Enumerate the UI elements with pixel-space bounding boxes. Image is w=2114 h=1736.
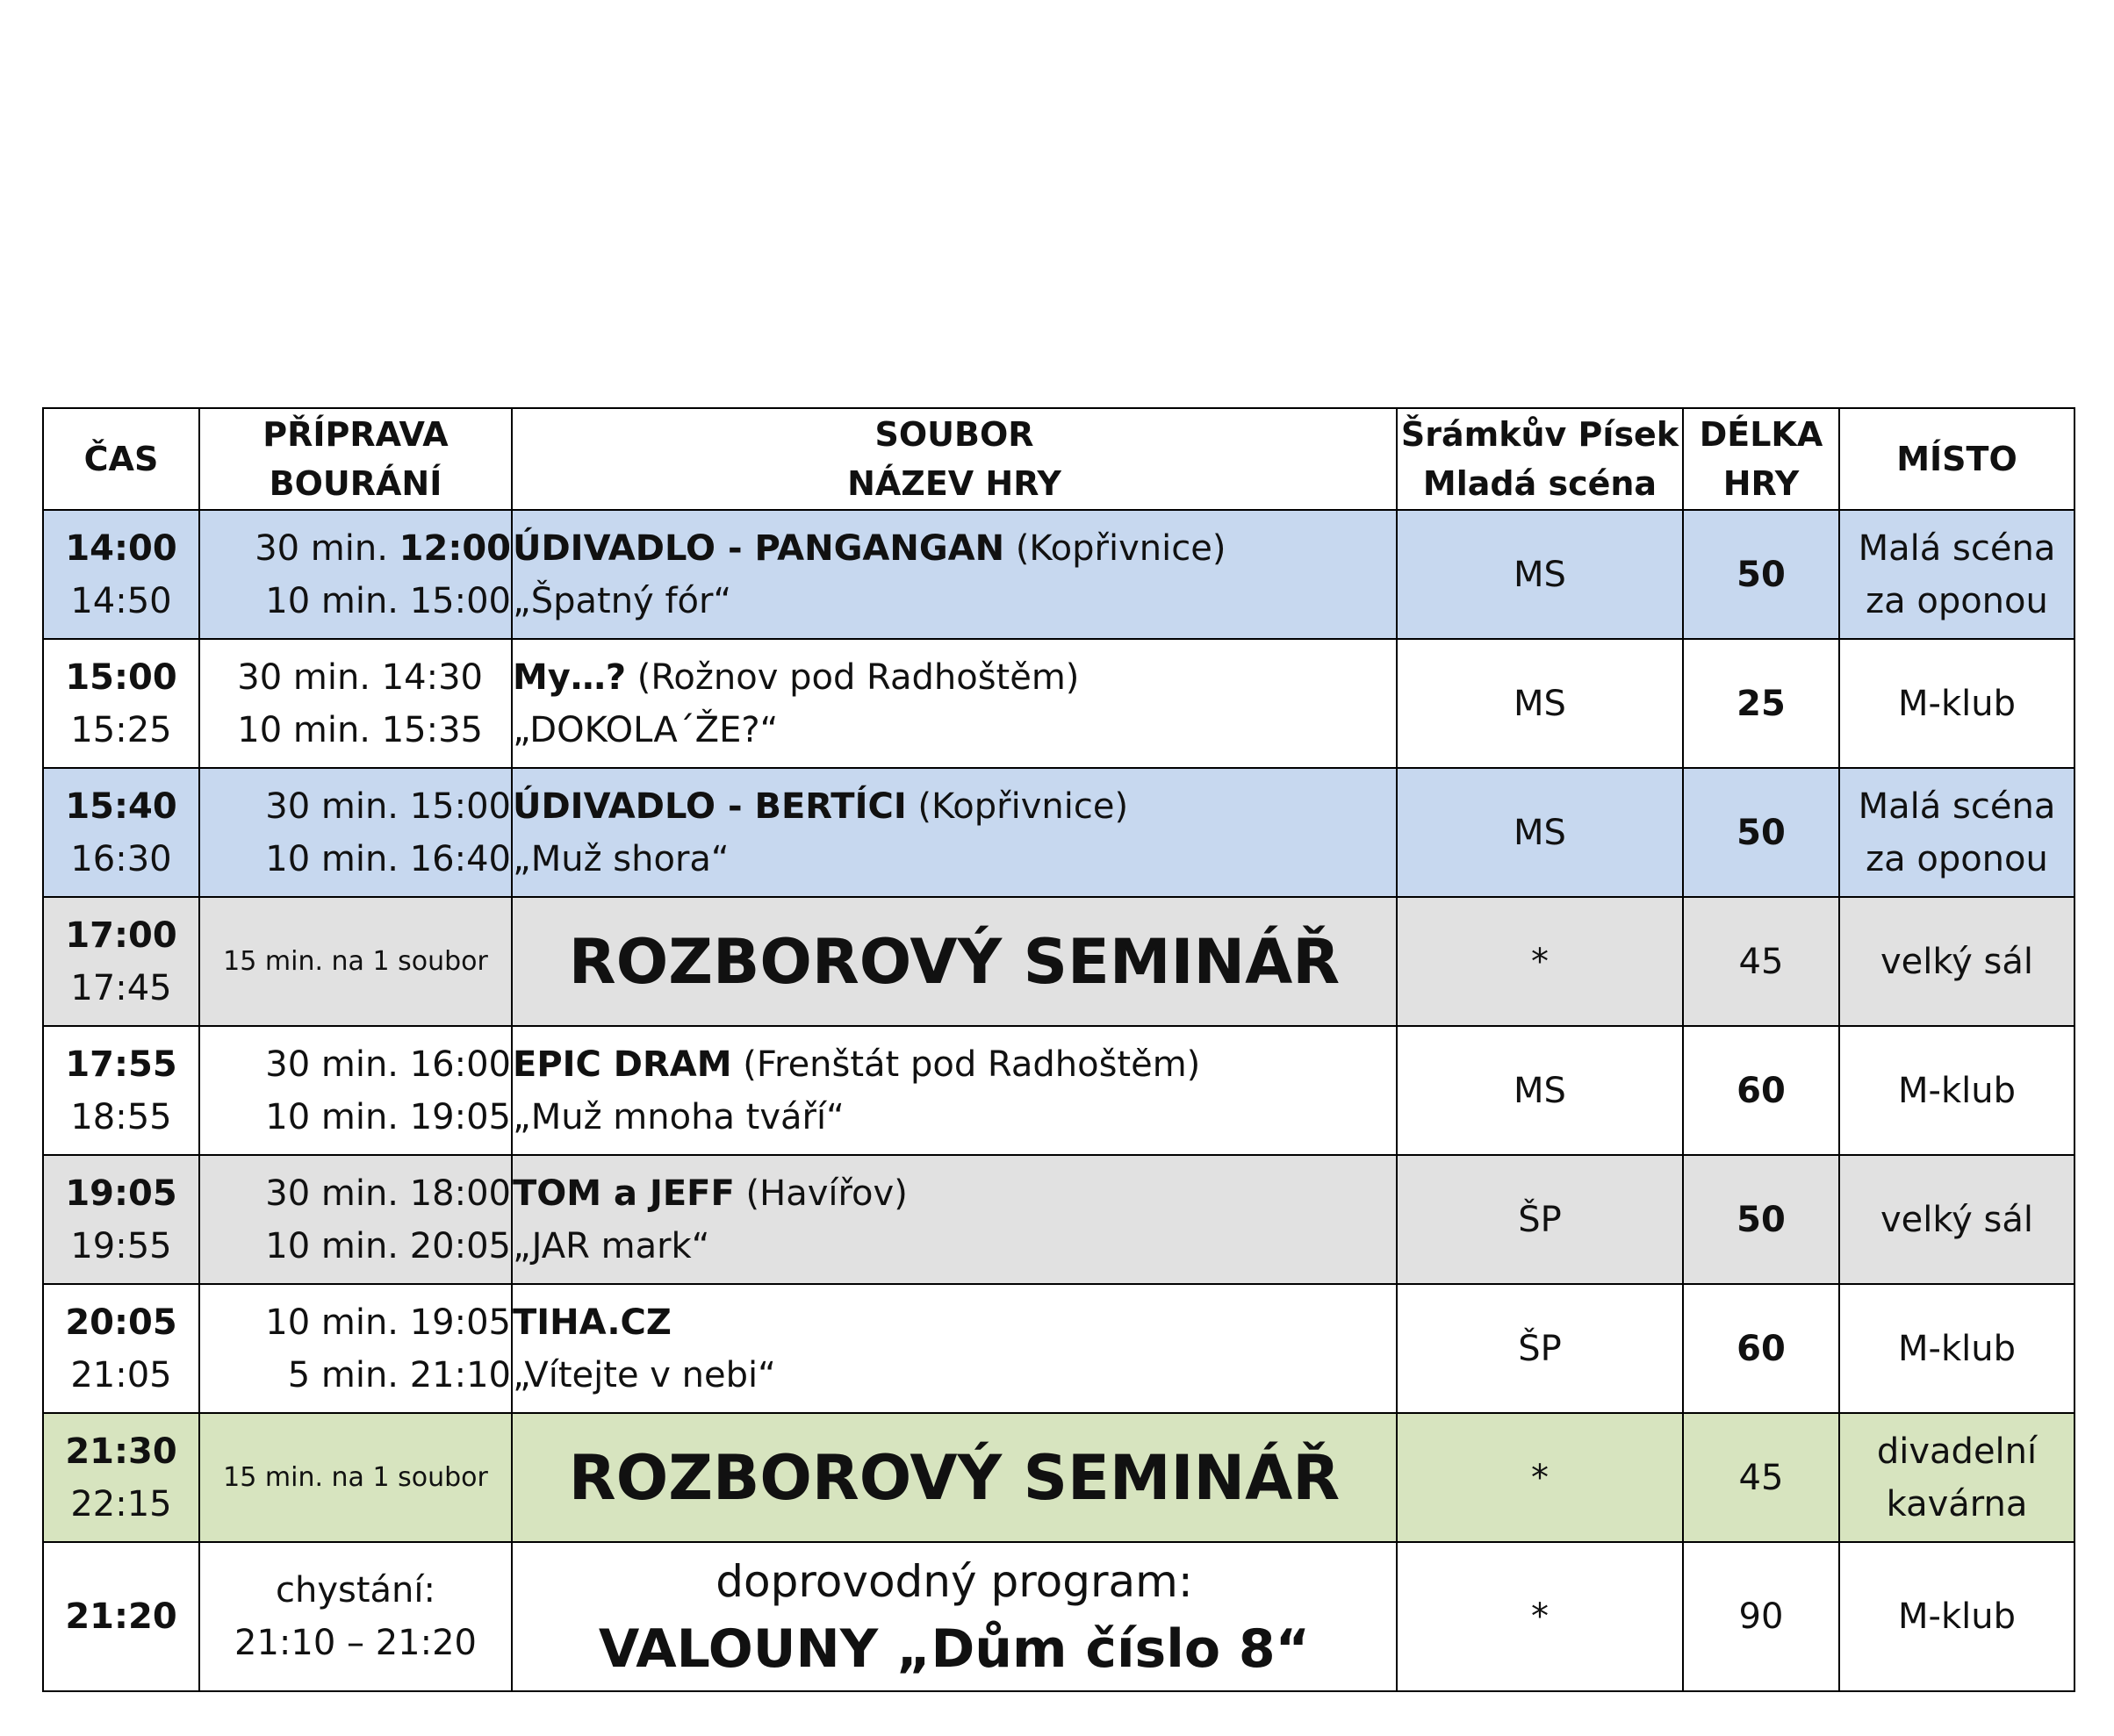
place-cell: M-klub — [1839, 639, 2074, 768]
category-cell: MS — [1397, 510, 1683, 639]
header-soubor: SOUBOR NÁZEV HRY — [512, 408, 1397, 510]
time-cell: 17:55 18:55 — [43, 1026, 199, 1155]
table-row — [43, 897, 2074, 1026]
category-cell: MS — [1397, 768, 1683, 897]
header-sramkuv-pisek: Šrámkův Písek Mladá scéna — [1397, 408, 1683, 510]
place-cell: velký sál — [1839, 897, 2074, 1026]
header-misto: MÍSTO — [1839, 408, 2074, 510]
side-program-cell: doprovodný program: VALOUNY „Dům číslo 8“ — [512, 1542, 1397, 1691]
ensemble-cell: TOM a JEFF (Havířov) „JAR mark“ — [512, 1155, 1397, 1284]
time-cell: 21:20 — [43, 1542, 199, 1691]
prep-cell: 10 min. 19:05 5 min. 21:10 — [199, 1284, 512, 1413]
ensemble-cell: ÚDIVADLO - PANGANGAN (Kopřivnice) „Špatný fór“ — [512, 510, 1397, 639]
time-cell: 20:05 21:05 — [43, 1284, 199, 1413]
header-cas: ČAS — [43, 408, 199, 510]
ensemble-cell: TIHA.CZ „Vítejte v nebi“ — [512, 1284, 1397, 1413]
category-cell: * — [1397, 897, 1683, 1026]
prep-cell: 30 min. 15:00 10 min. 16:40 — [199, 768, 512, 897]
length-cell: 50 — [1683, 1155, 1839, 1284]
category-cell: * — [1397, 1413, 1683, 1542]
length-cell: 25 — [1683, 639, 1839, 768]
place-cell: Malá scéna za oponou — [1839, 510, 2074, 639]
category-cell: MS — [1397, 639, 1683, 768]
time-cell: 17:00 17:45 — [43, 897, 199, 1026]
place-cell: velký sál — [1839, 1155, 2074, 1284]
header-priprava: PŘÍPRAVA BOURÁNÍ — [199, 408, 512, 510]
time-cell: 21:30 22:15 — [43, 1413, 199, 1542]
prep-cell: 15 min. na 1 soubor — [199, 1413, 512, 1542]
length-cell: 90 — [1683, 1542, 1839, 1691]
table-row — [43, 510, 2074, 639]
length-cell: 60 — [1683, 1026, 1839, 1155]
header-delka: DÉLKA HRY — [1683, 408, 1839, 510]
table-row — [43, 1284, 2074, 1413]
length-cell: 50 — [1683, 768, 1839, 897]
place-cell: M-klub — [1839, 1026, 2074, 1155]
seminar-cell: ROZBOROVÝ SEMINÁŘ — [512, 897, 1397, 1026]
length-cell: 60 — [1683, 1284, 1839, 1413]
ensemble-cell: EPIC DRAM (Frenštát pod Radhoštěm) „Muž mnoha tváří“ — [512, 1026, 1397, 1155]
category-cell: ŠP — [1397, 1284, 1683, 1413]
table-row — [43, 1413, 2074, 1542]
category-cell: MS — [1397, 1026, 1683, 1155]
place-cell: divadelní kavárna — [1839, 1413, 2074, 1542]
prep-cell: 30 min. 14:30 10 min. 15:35 — [199, 639, 512, 768]
place-cell: M-klub — [1839, 1542, 2074, 1691]
time-cell: 15:40 16:30 — [43, 768, 199, 897]
header-row — [43, 408, 2074, 510]
prep-cell: 30 min. 12:00 10 min. 15:00 — [199, 510, 512, 639]
prep-cell: 30 min. 16:00 10 min. 19:05 — [199, 1026, 512, 1155]
ensemble-cell: ÚDIVADLO - BERTÍCI (Kopřivnice) „Muž shora“ — [512, 768, 1397, 897]
length-cell: 45 — [1683, 1413, 1839, 1542]
time-cell: 15:00 15:25 — [43, 639, 199, 768]
prep-cell: chystání: 21:10 – 21:20 — [199, 1542, 512, 1691]
table-row — [43, 768, 2074, 897]
table-row — [43, 1155, 2074, 1284]
place-cell: Malá scéna za oponou — [1839, 768, 2074, 897]
category-cell: ŠP — [1397, 1155, 1683, 1284]
time-cell: 19:05 19:55 — [43, 1155, 199, 1284]
length-cell: 50 — [1683, 510, 1839, 639]
table-row — [43, 1542, 2074, 1691]
prep-cell: 30 min. 18:00 10 min. 20:05 — [199, 1155, 512, 1284]
schedule-table — [42, 407, 2075, 1692]
category-cell: * — [1397, 1542, 1683, 1691]
seminar-cell: ROZBOROVÝ SEMINÁŘ — [512, 1413, 1397, 1542]
time-cell: 14:00 14:50 — [43, 510, 199, 639]
prep-cell: 15 min. na 1 soubor — [199, 897, 512, 1026]
ensemble-cell: My…? (Rožnov pod Radhoštěm) „DOKOLA´ŽE?“ — [512, 639, 1397, 768]
place-cell: M-klub — [1839, 1284, 2074, 1413]
table-row — [43, 639, 2074, 768]
table-row — [43, 1026, 2074, 1155]
length-cell: 45 — [1683, 897, 1839, 1026]
